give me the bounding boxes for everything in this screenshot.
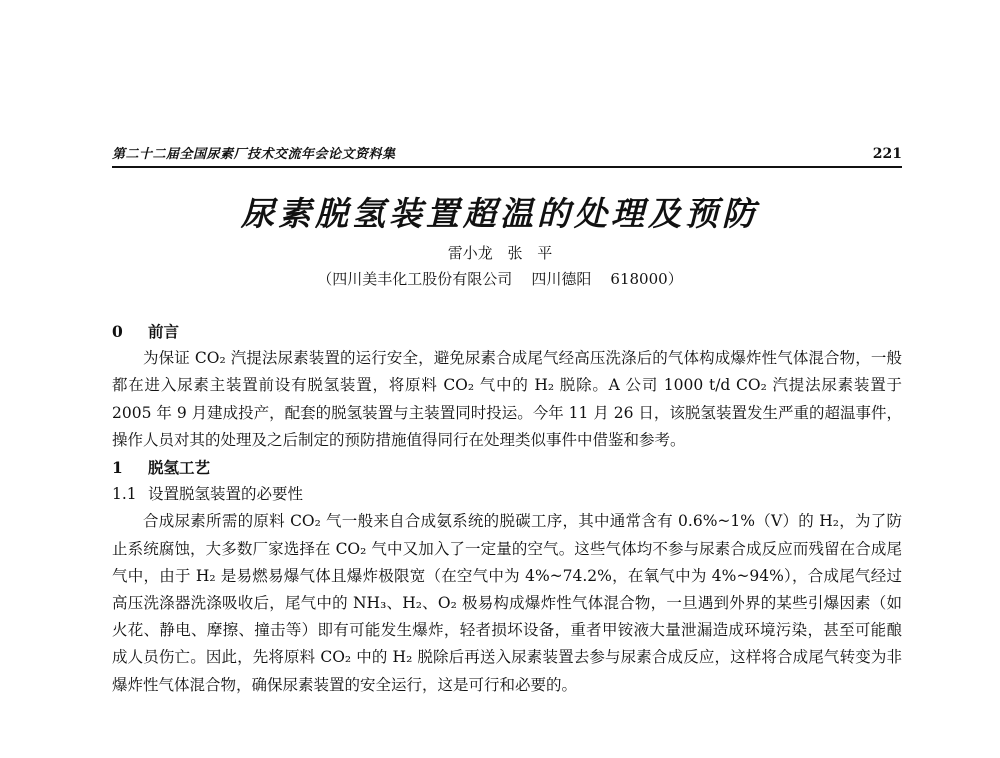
section-number: 0 bbox=[112, 322, 123, 341]
running-header bbox=[112, 140, 902, 168]
section-heading-0 bbox=[112, 318, 902, 345]
article-authors: 雷小龙 张 平 bbox=[447, 244, 553, 262]
section-heading-text: 脱氢工艺 bbox=[148, 458, 211, 478]
section-paragraph-1-1: 合成尿素所需的原料 CO₂ 气一般来自合成氨系统的脱碳工序，其中通常含有 0.6%~1%（V）的 H₂，为了防止系统腐蚀，大多数厂家选择在 CO₂ 气中又加入了一定量的空气。这些气体均不参与尿素合成反应而残留在合成尾气中，由于 H₂ 是易燃易爆气体且爆炸极限宽（在空气中为 4%~74.2%，在氧气中为 4%~94%），合成尾气经过高压洗涤器洗涤吸收后，尾气中的 NH₃、H₂、O₂ 极易构成爆炸性气体混合物，一旦遇到外界的某些引爆因素（如火花、静电、摩擦、撞击等）即有可能发生爆炸，轻者损坏设备，重者甲铵液大量泄漏造成环境污染，甚至可能酿成人员伤亡。因此，先将原料 CO₂ 中的 H₂ 脱除后再送入尿素装置去参与尿素合成反应，这样将合成尾气转变为非爆炸性气体混合物，确保尿素装置的安全运行，这是可行和必要的。 bbox=[112, 512, 902, 694]
section-number: 1.1 bbox=[112, 485, 137, 504]
article-affiliation: （四川美丰化工股份有限公司 四川德阳 618000） bbox=[317, 270, 683, 288]
article-body bbox=[112, 318, 902, 699]
subsection-heading-1-1 bbox=[112, 481, 902, 508]
page-number: 221 bbox=[872, 146, 902, 162]
section-heading-1 bbox=[112, 454, 902, 481]
section-number: 1 bbox=[112, 458, 123, 478]
section-paragraph-0: 为保证 CO₂ 汽提法尿素装置的运行安全，避免尿素合成尾气经高压洗涤后的气体构成爆炸性气体混合物，一般都在进入尿素主装置前设有脱氢装置，将原料 CO₂ 气中的 H₂ 脱除。A 公司 1000 t/d CO₂ 汽提法尿素装置于 2005 年 9 月建成投产，配套的脱氢装置与主装置同时投运。今年 11 月 26 日，该脱氢装置发生严重的超温事件，操作人员对其的处理及之后制定的预防措施值得同行在处理类似事件中借鉴和参考。 bbox=[112, 349, 902, 449]
article-title: 尿素脱氢装置超温的处理及预防 bbox=[241, 194, 759, 233]
section-heading-text: 设置脱氢装置的必要性 bbox=[148, 485, 304, 504]
journal-name: 第二十二届全国尿素厂技术交流年会论文资料集 bbox=[112, 147, 396, 162]
section-heading-text: 前言 bbox=[148, 322, 180, 341]
